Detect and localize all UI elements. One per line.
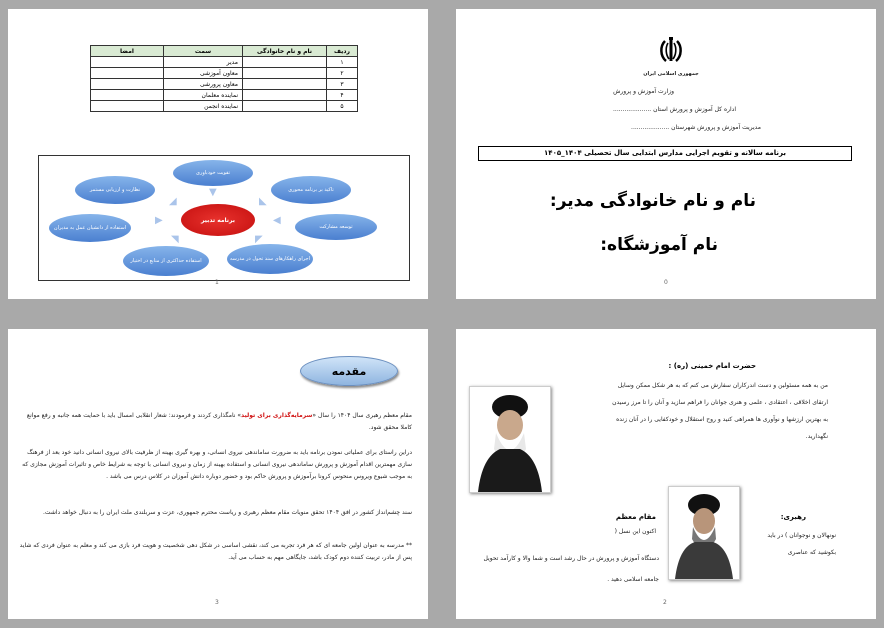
leader-text-2: اکنون این نسل ( <box>614 528 656 535</box>
principal-label: نام و نام خانوادگی مدیر: <box>549 191 756 211</box>
table-row <box>91 68 358 79</box>
khamenei-portrait <box>668 486 740 580</box>
maqam-label: مقام معظم <box>615 513 656 521</box>
table-cell: معاون پرورشی <box>164 79 243 90</box>
diagram-node: تقویت خودباوری <box>173 160 253 186</box>
leader-heading: رهبری: <box>780 513 806 521</box>
leader-text: نونهالان و نوجوانان ) در باید بکوشید که عناصری <box>767 532 836 556</box>
page-number: 3 <box>215 599 219 606</box>
table-row <box>91 101 358 112</box>
program-title-box <box>478 146 852 161</box>
diagram-node: تاکید بر برنامه محوری <box>271 176 351 204</box>
arrow-icon: ▼ <box>209 187 217 198</box>
leader-text-3: دستگاه آموزش و پرورش در حال رشد است و شما والا و کارآمد تحویل جامعه اسلامی دهید . <box>483 555 659 583</box>
table-row <box>91 79 358 90</box>
table-cell: ۴ <box>327 90 358 101</box>
arrow-icon: ◣ <box>259 196 267 207</box>
diagram-center-node: برنامه تدبیر <box>181 204 255 236</box>
diagram-node: استفاده حداکثری از منابع در اختیار <box>123 246 209 276</box>
arrow-icon: ▶ <box>155 215 163 226</box>
intro-paragraph-4: ** مدرسه به عنوان اولین جامعه ای که هر فرد تجربه می کند، نقشی اساسی در شکل دهی شخصیت و هویت فرد بازی می کند و معلم به عنوان فردی که شاید پس از مادر، تربیت کننده دوم کودک باشد، جایگاهی مهم به حساب می آید. <box>19 542 412 561</box>
table-cell[interactable] <box>243 90 327 101</box>
table-cell: نماینده انجمن <box>164 101 243 112</box>
page-cover <box>456 9 876 299</box>
table-cell[interactable] <box>91 79 164 90</box>
khomeini-portrait <box>469 386 551 493</box>
page-number: 1 <box>215 279 219 286</box>
page-number: 2 <box>663 599 667 606</box>
ministry-line: وزارت آموزش و پرورش <box>613 88 674 95</box>
intro-paragraph-1: مقام معظم رهبری سال ۱۴۰۴ را سال «سرمایه‌گذاری برای تولید» نامگذاری کردند و فرمودند: شعار انقلابی امسال باید با حمایت همه جانبه و رفع موانع کاملا محقق شود. <box>26 412 412 431</box>
page-introduction <box>8 329 428 619</box>
table-row <box>91 90 358 101</box>
province-line: اداره کل آموزش و پرورش استان .................... <box>613 106 736 113</box>
column-header: امضا <box>91 46 164 57</box>
arrow-icon: ◥ <box>171 234 179 245</box>
table-cell[interactable] <box>91 101 164 112</box>
table-cell[interactable] <box>243 101 327 112</box>
table-cell[interactable] <box>91 57 164 68</box>
table-cell: نماینده معلمان <box>164 90 243 101</box>
city-line: مدیریت آموزش و پرورش شهرستان .................... <box>631 124 761 131</box>
khomeini-quote: من به همه مسئولین و دست اندرکاران سفارش می کنم که به هر شکل ممکن وسایل ارتقای اخلاقی ، اعتقادی ، علمی و هنری جوانان را فراهم سازید و آنان را تا مرز رسیدن به بهترین ارزشها و نوآوری ها همراهی کنید و روح استقلال و خودکفایی را در آنان زنده نگهدارید. <box>612 382 828 440</box>
table-cell: ۵ <box>327 101 358 112</box>
table-cell: مدیر <box>164 57 243 68</box>
table-cell: معاون آموزشی <box>164 68 243 79</box>
column-header: ردیف <box>327 46 358 57</box>
khomeini-heading: حضرت امام خمینی (ره) : <box>668 362 756 370</box>
table-cell: ۲ <box>327 68 358 79</box>
table-cell[interactable] <box>243 57 327 68</box>
diagram-node: توسعه مشارکت <box>295 214 377 240</box>
table-header-row <box>91 46 358 57</box>
tadbir-diagram <box>38 155 410 281</box>
arrow-icon: ◤ <box>255 234 263 245</box>
column-header: سمت <box>164 46 243 57</box>
introduction-title: مقدمه <box>300 356 398 386</box>
table-cell[interactable] <box>243 68 327 79</box>
column-header: نام و نام خانوادگی <box>243 46 327 57</box>
table-cell[interactable] <box>91 68 164 79</box>
emblem-caption: جمهوری اسلامی ایران <box>643 71 699 77</box>
diagram-node: نظارت و ارزیابی مستمر <box>75 176 155 204</box>
table-row <box>91 57 358 68</box>
portrait-image-icon <box>470 387 550 492</box>
page-quotes <box>456 329 876 619</box>
highlighted-slogan: سرمایه‌گذاری برای تولید <box>241 412 313 419</box>
table-cell[interactable] <box>243 79 327 90</box>
school-label: نام آموزشگاه: <box>600 235 718 255</box>
program-title: برنامه سالانه و تقویم اجرایی مدارس ابتدایی سال تحصیلی ۱۴۰۴_۱۴۰۵ <box>544 149 786 157</box>
table-cell: ۳ <box>327 79 358 90</box>
diagram-node: اجرای راهکارهای سند تحول در مدرسه <box>227 244 313 274</box>
signature-table <box>90 45 358 112</box>
page-number: 0 <box>664 279 668 286</box>
table-cell: ۱ <box>327 57 358 68</box>
iran-emblem-icon <box>658 37 684 65</box>
table-cell[interactable] <box>91 90 164 101</box>
intro-paragraph-3: سند چشم‌انداز کشور در افق ۱۴۰۴ تحقق منویات مقام معظم رهبری و ریاست محترم جمهوری، عزت و سربلندی ملت ایران را به دنبال خواهد داشت. <box>43 509 412 516</box>
page-committee <box>8 9 428 299</box>
arrow-icon: ◀ <box>273 215 281 226</box>
portrait-image-icon <box>669 487 739 579</box>
arrow-icon: ◢ <box>169 196 177 207</box>
intro-paragraph-2: دراین راستای برای عملیاتی نمودن برنامه باید به ضرورت ساماندهی نیروی انسانی، و بهره گیری بهینه از ظرفیت بالای نیروی انسانی دانید خود بعد از فرهنگ سازی مهمترین اقدام آموزش و پرورش ساماندهی نیروی انسانی و استفاده بهینه از زمان و نیروی انسانی با توجه به شرایط خاص و تاثیرات آموزش مجازی که به موجب شیوع ویروس منحوس کرونا برآموزش و پرورش حاکم بود و حضور دوباره دانش آموزان در کلاس درس می باشد . <box>22 449 412 480</box>
diagram-node: استفاده از دانشیان عمل به مدیران <box>49 214 131 242</box>
